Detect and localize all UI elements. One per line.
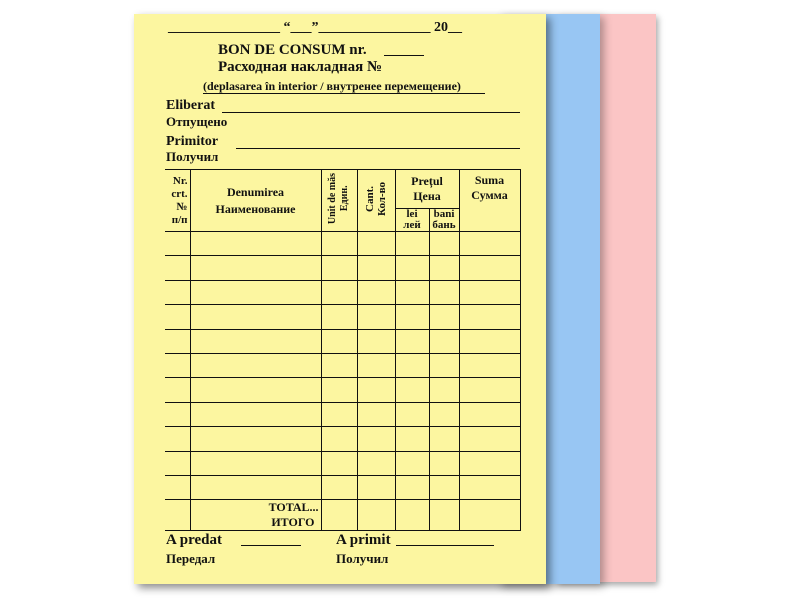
table-row[interactable] xyxy=(165,232,520,256)
subtitle-underline xyxy=(203,93,485,94)
table-row[interactable] xyxy=(165,329,520,353)
col-sum-header: Suma Сумма xyxy=(459,170,520,232)
recipient-label-ru: Получил xyxy=(166,149,219,164)
table-row[interactable] xyxy=(165,353,520,377)
gave-signature-field[interactable] xyxy=(241,545,301,546)
total-label: TOTAL... ИТОГО xyxy=(190,500,321,531)
total-lei-cell[interactable] xyxy=(395,500,429,531)
total-qty-cell[interactable] xyxy=(357,500,395,531)
gave-label-ru: Передал xyxy=(166,551,216,566)
date-line[interactable]: ________________ “___”________________ 20__ xyxy=(168,20,462,35)
table-row[interactable] xyxy=(165,256,520,280)
issued-label-ro: Eliberat xyxy=(166,98,215,113)
recipient-field[interactable] xyxy=(236,148,520,149)
form-title-ru: Расходная накладная № xyxy=(218,59,383,75)
received-label-ru: Получил xyxy=(336,551,389,566)
issued-label-ru: Отпущено xyxy=(166,114,228,129)
table-row[interactable] xyxy=(165,475,520,499)
issued-field[interactable] xyxy=(222,112,520,113)
gave-label-ro: A predat xyxy=(166,532,222,548)
items-table xyxy=(165,169,521,531)
total-spacer xyxy=(165,500,190,531)
total-unit-cell[interactable] xyxy=(321,500,357,531)
col-bani-header: bani бань xyxy=(429,209,459,232)
recipient-label-ro: Primitor xyxy=(166,134,219,149)
received-signature-field[interactable] xyxy=(396,545,494,546)
table-row[interactable] xyxy=(165,280,520,304)
table-row[interactable] xyxy=(165,451,520,475)
table-row[interactable] xyxy=(165,305,520,329)
col-name-header: Denumirea Наименование xyxy=(190,170,321,232)
form-number-field[interactable] xyxy=(384,55,424,56)
col-lei-header: lei лей xyxy=(395,209,429,232)
form-subtitle: (deplasarea în interior / внутренее перемещение) xyxy=(203,79,461,93)
col-nr-header: Nr. crt. № п/п xyxy=(165,170,190,232)
table-row[interactable] xyxy=(165,378,520,402)
form-title-ro: BON DE CONSUM nr. xyxy=(218,42,367,58)
col-price-header: Prețul Цена xyxy=(395,170,459,209)
received-label-ro: A primit xyxy=(336,532,391,548)
table-row[interactable] xyxy=(165,427,520,451)
col-qty-header: Cant. Кол-во xyxy=(357,170,395,232)
total-bani-cell[interactable] xyxy=(429,500,459,531)
col-unit-header: Unit de măs Един. xyxy=(321,170,357,232)
table-row[interactable] xyxy=(165,402,520,426)
total-sum-cell[interactable] xyxy=(459,500,520,531)
